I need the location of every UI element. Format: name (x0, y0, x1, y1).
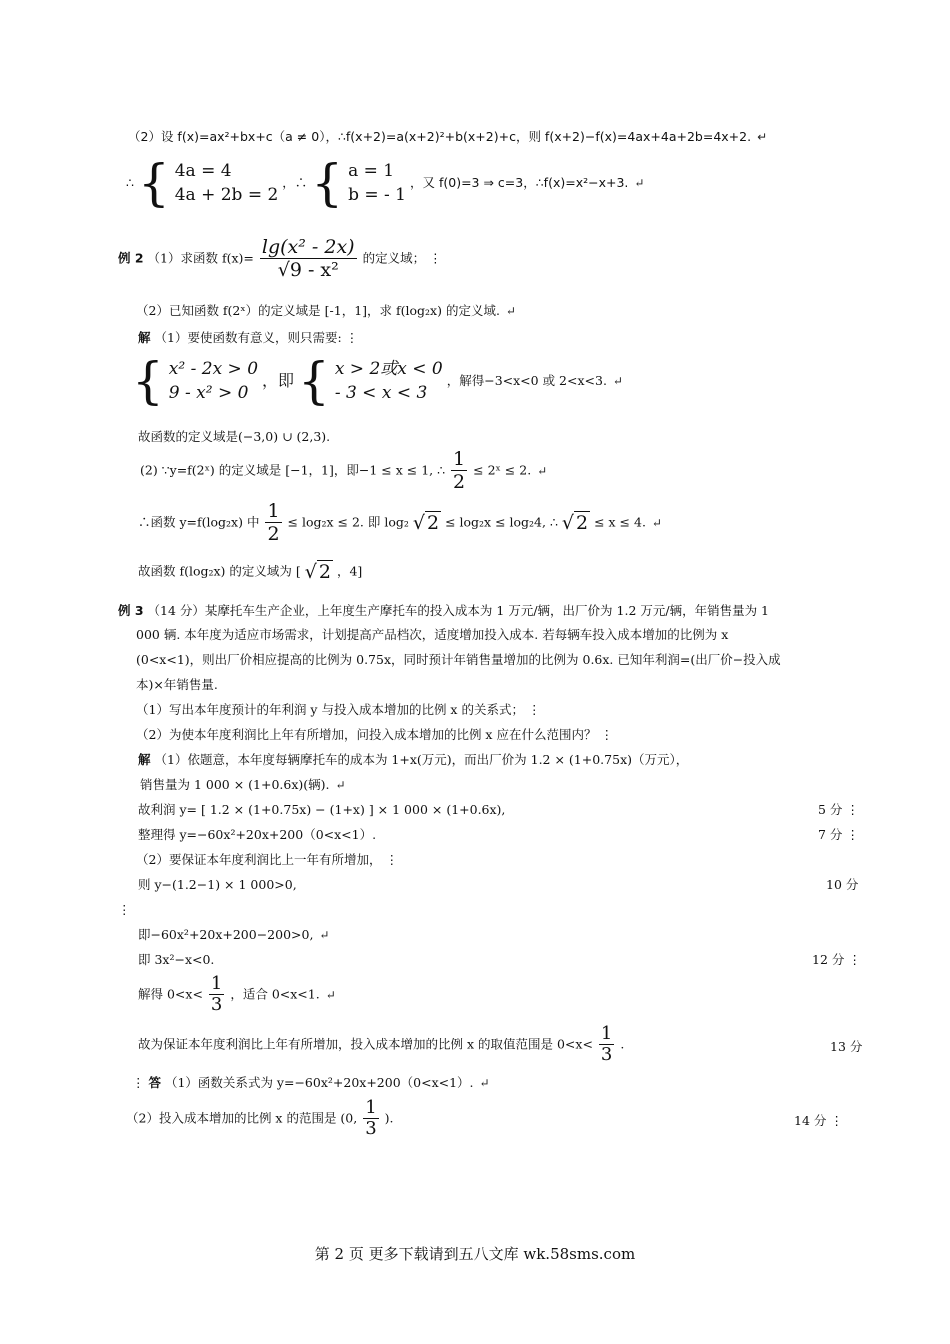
colon-mark: ⋮ (846, 827, 859, 842)
left-brace-icon: { (132, 352, 164, 410)
colon-mark-line (118, 901, 131, 919)
score-7 (818, 826, 859, 844)
left-brace-icon: { (137, 154, 170, 212)
score-5 (818, 801, 859, 819)
solution-label: 解 (138, 330, 151, 345)
question-text: 的定义域； (362, 250, 426, 266)
inequality: x² - 2x > 0 (168, 359, 259, 379)
solution-intro (138, 329, 358, 347)
solution-text: （1）依题意，本年度每辆摩托车的成本为 1+x(万元)，而出厂价为 1.2 × (1+0.75x)（万元）， (154, 752, 689, 767)
paragraph-mark-icon: ↵ (479, 1076, 490, 1090)
left-brace-icon: { (298, 352, 330, 410)
inequality-system-1 (169, 357, 258, 405)
problem-text: （14 分）某摩托车生产企业，上年度生产摩托车的投入成本为 1 万元/辆，出厂价为 1.2 万元/辆，年销售量为 1 (147, 603, 770, 618)
formula-text: （2）设 f(x)=ax²+bx+c（a ≠ 0），∴f(x+2)=a(x+2)²+b(x+2)+c，则 f(x+2)−f(x)=4ax+4a+2b=4x+2. (128, 129, 752, 144)
solution-text: . (620, 1036, 625, 1052)
half-fraction (265, 500, 281, 545)
paragraph-mark-icon: ↵ (537, 463, 548, 478)
result-text: 故函数 f(log₂x) 的定义域为 [ (138, 563, 301, 579)
domain-result-2 (138, 562, 362, 581)
page-footer: 第 2 页 更多下载请到五八文库 wk.58sms.com (314, 1245, 636, 1263)
system-line-1 (126, 154, 645, 212)
solution-text: 故利润 y= [ 1.2 × (1+0.75x) − (1+x) ] × 1 000 × (1+0.6x), (138, 802, 506, 817)
equation: a = 1 (348, 161, 395, 181)
third-fraction (599, 1024, 614, 1065)
radicand: 2 (318, 560, 331, 583)
half-fraction (451, 448, 467, 493)
paragraph-mark-icon: ↵ (634, 176, 645, 190)
fraction-denominator: 3 (210, 994, 223, 1015)
part-2-line-b (138, 500, 662, 545)
answer-line-1 (132, 1074, 490, 1092)
equation: b = - 1 (348, 185, 406, 205)
equation: 4a = 4 (174, 161, 232, 181)
problem-text: (0<x<1)，则出厂价相应提高的比例为 0.75x，同时预计年销售量增加的比例为 0.6x. 已知年利润=(出厂价−投入成 (136, 652, 781, 667)
paragraph-mark-icon: ↵ (335, 778, 346, 792)
system-line-2 (132, 352, 623, 410)
fraction-denominator: 9 - x² (289, 259, 339, 281)
left-brace-icon: { (311, 154, 344, 212)
domain-result-1 (138, 428, 330, 446)
third-fraction (209, 974, 224, 1015)
score-10 (826, 876, 858, 894)
inequality: x > 2或x < 0 (334, 359, 443, 379)
domain-fraction (260, 236, 357, 281)
fraction-numerator: lg(x² - 2x) (261, 236, 355, 258)
solution-text: 销售量为 1 000 × (1+0.6x)(辆). (140, 777, 330, 792)
inequality: - 3 < x < 3 (334, 383, 428, 403)
fraction-numerator: 1 (267, 500, 280, 522)
solution-text: 解得 0<x< (138, 986, 203, 1002)
solution-text: 即−60x²+20x+200−200>0, (138, 927, 314, 942)
inequality: 9 - x² > 0 (168, 383, 249, 403)
fraction-numerator: 1 (453, 448, 466, 470)
solution-text: 故为保证本年度利润比上年有所增加，投入成本增加的比例 x 的取值范围是 0<x< (138, 1036, 593, 1052)
sqrt-icon: √ (277, 259, 290, 281)
solution-text: (2) ∵y=f(2ˣ) 的定义域是 [−1，1]，即−1 ≤ x ≤ 1, ∴ (140, 462, 446, 478)
colon-mark: ⋮ (385, 852, 398, 867)
sqrt-two (561, 511, 590, 534)
solution-text: （1）要使函数有意义，则只需要: (154, 330, 342, 345)
answer-line-2 (126, 1098, 394, 1139)
answer-text: （1）函数关系式为 y=−60x²+20x+200（0<x<1）. (164, 1075, 474, 1090)
solution-text: 即 3x²−x<0. (138, 952, 215, 967)
colon-mark: ⋮ (846, 802, 859, 817)
fraction-denominator: 3 (365, 1118, 377, 1139)
fraction-numerator: 1 (600, 1023, 613, 1044)
radicand: 2 (576, 511, 589, 534)
sqrt-icon: √ (561, 511, 574, 534)
formula-line-1 (128, 128, 767, 146)
question-text: （1）求函数 f(x)= (147, 250, 254, 266)
solution-3-line-5 (136, 851, 398, 869)
colon-mark: ⋮ (132, 1075, 145, 1090)
paragraph-mark-icon: ↵ (651, 515, 662, 530)
third-fraction (363, 1098, 378, 1139)
solution-text: ，解得−3<x<0 或 2<x<3. (446, 373, 607, 388)
solution-3-line-8 (138, 951, 214, 969)
question-text: （2）为使本年度利润比上年有所增加，问投入成本增加的比例 x 应在什么范围内？ (136, 727, 597, 742)
equation-system-1 (175, 159, 279, 207)
solution-3-line-1 (138, 751, 688, 769)
example-3-paragraph-line-3 (136, 651, 781, 669)
colon-mark: ⋮ (345, 330, 359, 345)
solution-text: ≤ 2ˣ ≤ 2. (473, 462, 532, 478)
example-2-question-2 (136, 302, 516, 320)
score-12 (812, 951, 861, 969)
solution-3-line-3 (138, 801, 505, 819)
solution-text: ≤ x ≤ 4. (594, 514, 646, 530)
example-3-question-1 (136, 701, 540, 719)
solution-text: ≤ log₂x ≤ log₂4, ∴ (445, 514, 558, 530)
solution-3-line-10 (138, 1024, 624, 1065)
paragraph-mark-icon: ↵ (319, 928, 330, 942)
paragraph-mark-icon: ↵ (757, 130, 768, 144)
result-text: ，4] (336, 563, 363, 579)
score-14 (794, 1112, 843, 1130)
example-label: 例 3 (118, 603, 144, 618)
inequality-system-2 (335, 357, 443, 405)
paragraph-mark-icon: ↵ (325, 987, 336, 1002)
therefore-symbol: ∴ (126, 175, 134, 190)
example-3-paragraph-line-4 (136, 676, 218, 694)
equation: 4a + 2b = 2 (174, 185, 279, 205)
score-text: 5 分 (818, 802, 843, 817)
answer-label: 答 (148, 1075, 161, 1090)
score-text: 7 分 (818, 827, 843, 842)
colon-mark: ⋮ (527, 702, 541, 717)
solution-label: 解 (138, 752, 151, 767)
colon-mark: ⋮ (600, 727, 613, 742)
sqrt-icon: √ (304, 560, 317, 583)
score-text: 12 分 (812, 952, 845, 967)
answer-text: （2）投入成本增加的比例 x 的范围是 (0, (126, 1110, 358, 1126)
sqrt-icon: √ (412, 511, 425, 534)
radicand: 2 (426, 511, 440, 534)
solution-text: 则 y−(1.2−1) × 1 000>0, (138, 877, 297, 892)
question-text: （2）已知函数 f(2ˣ）的定义域是 [-1，1]，求 f(log₂x) 的定义域. (136, 303, 500, 318)
solution-3-line-4 (138, 826, 376, 844)
colon-mark: ⋮ (848, 952, 861, 967)
equation-system-2 (348, 159, 406, 207)
colon-mark: ⋮ (830, 1113, 843, 1128)
score-13 (830, 1038, 862, 1056)
colon-mark: ⋮ (429, 250, 442, 266)
result-text: 故函数的定义域是(−3,0) ∪ (2,3). (138, 429, 331, 444)
solution-3-line-9 (138, 974, 336, 1015)
part-2-line-a (140, 448, 547, 493)
example-label: 例 2 (118, 250, 144, 266)
solution-text: ∴函数 y=f(log₂x) 中 (138, 514, 260, 530)
solution-text: ≤ log₂x ≤ 2. 即 log₂ (287, 514, 409, 530)
solution-3-line-6 (138, 876, 297, 894)
fraction-denominator: 2 (453, 471, 466, 493)
example-3-question-2 (136, 726, 613, 744)
fraction-numerator: 1 (210, 973, 223, 994)
fraction-denominator: 3 (600, 1044, 613, 1065)
example-3-paragraph-line-1 (118, 602, 769, 620)
colon-mark: ⋮ (118, 902, 131, 917)
fraction-numerator: 1 (365, 1097, 377, 1118)
question-text: （1）写出本年度预计的年利润 y 与投入成本增加的比例 x 的关系式； (136, 702, 524, 717)
score-text: 13 分 (830, 1039, 863, 1054)
solution-3-line-2 (140, 776, 346, 794)
score-text: 10 分 (826, 877, 859, 892)
solution-3-line-7 (138, 926, 329, 944)
connector-text: ，即 (262, 371, 295, 390)
answer-text: ). (384, 1110, 394, 1126)
connector-text: ，∴ (282, 175, 308, 190)
solution-text: 整理得 y=−60x²+20x+200（0<x<1）. (138, 827, 377, 842)
fraction-denominator: 2 (267, 523, 280, 545)
solution-text: （2）要保证本年度利润比上一年有所增加， (136, 852, 382, 867)
sqrt-two (412, 511, 441, 534)
example-2-question-1 (118, 236, 442, 281)
problem-text: 本)×年销售量. (136, 677, 218, 692)
sqrt-two (304, 560, 333, 583)
paragraph-mark-icon: ↵ (505, 304, 516, 318)
paragraph-mark-icon: ↵ (612, 374, 623, 388)
solution-text: ，适合 0<x<1. (230, 986, 320, 1002)
conclusion-text: ，又 f(0)=3 ⇒ c=3，∴f(x)=x²−x+3. (409, 175, 629, 190)
score-text: 14 分 (794, 1113, 827, 1128)
problem-text: 000 辆. 本年度为适应市场需求，计划提高产品档次，适度增加投入成本. 若每辆车投入成本增加的比例为 x (136, 627, 729, 642)
example-3-paragraph-line-2 (136, 626, 728, 644)
